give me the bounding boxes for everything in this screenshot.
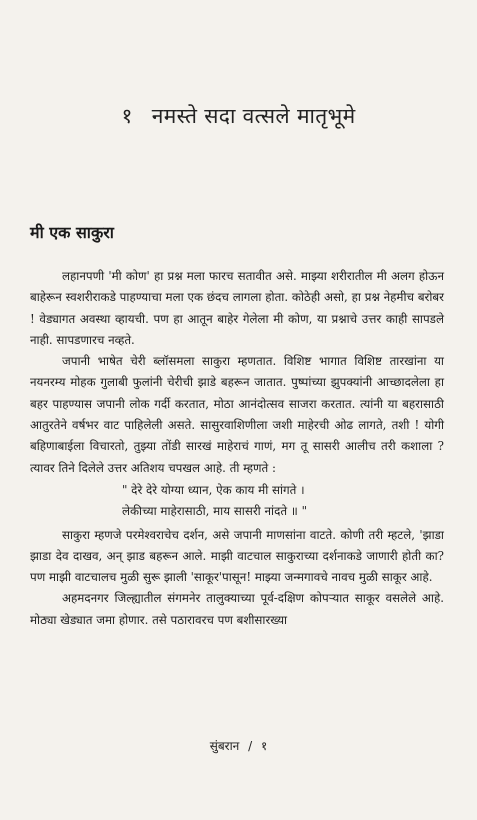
body-text: [30, 266, 444, 631]
page-number: १: [261, 739, 268, 753]
paragraph: अहमदनगर जिल्ह्यातील संगमनेर तालुक्याच्या पूर्व-दक्षिण कोपऱ्यात साकूर वसलेले आहे. मोठ्या खेड्यात जमा होणार. तसे पठारावरच पण बशीसारख्या: [30, 591, 444, 627]
verse-line: " देरे देरे योग्या ध्यान, ऐक काय मी सांगते ।: [122, 482, 305, 497]
verse-quote: [30, 480, 444, 523]
chapter-number: १: [121, 104, 133, 128]
verse-line: लेकीच्या माहेरासाठी, माय सासरी नांदते ॥ ": [122, 504, 308, 519]
footer-separator: /: [248, 739, 253, 753]
paragraph: साकुरा म्हणजे परमेश्वराचेच दर्शन, असे जपानी माणसांना वाटते. कोणी तरी म्हटले, 'झाडा झाडा देव दाखव, अन् झाड बहरून आले. माझी वाटचाल साकुराच्या दर्शनाकडे जाणारी होती का? पण माझी वाटचालच मुळी सुरू झाली 'साकूर'पासून! माझ्या जन्मगावचे नावच मुळी साकूर आहे.: [30, 527, 444, 585]
chapter-title: [0, 102, 477, 130]
section-heading: मी एक साकुरा: [30, 223, 114, 242]
paragraph: लहानपणी 'मी कोण' हा प्रश्न मला फारच सतावीत असे. माझ्या शरीरातील मी अलग होऊन बाहेरून स्वशरीराकडे पाहण्याचा मला एक छंदच लागला होता. कोठेही असो, हा प्रश्न नेहमीच बरोबर ! वेड्यागत अवस्था व्हायची. पण हा आतून बाहेर गेलेला मी कोण, या प्रश्नाचे उत्तर काही सापडले नाही. सापडणारच नव्हते.: [30, 269, 444, 347]
chapter-title-text: नमस्ते सदा वत्सले मातृभूमे: [151, 104, 356, 128]
book-title: सुंबरान: [209, 739, 240, 753]
paragraph: जपानी भाषेत चेरी ब्लॉसमला साकुरा म्हणतात. विशिष्ट भागात विशिष्ट तारखांना या नयनरम्य मोहक गुलाबी फुलांनी चेरीची झाडे बहरून जातात. पुष्पांच्या झुपक्यांनी आच्छादलेला हा बहर पाहण्यास जपानी लोक गर्दी करतात, मोठा आनंदोत्सव साजरा करतात. त्यांनी या बहरासाठी आतुरतेने वर्षभर वाट पाहिलेली असते. सासुरवाशिणीला जशी माहेरची ओढ लागते, तशी ! योगी बहिणाबाईला विचारतो, तुझ्या तोंडी सारखं माहेराचं गाणं, मग तू सासरी आलीच तरी कशाला ? त्यावर तिने दिलेले उत्तर अतिशय चपखल आहे. ती म्हणते :: [30, 354, 444, 475]
page-footer: [0, 737, 477, 754]
